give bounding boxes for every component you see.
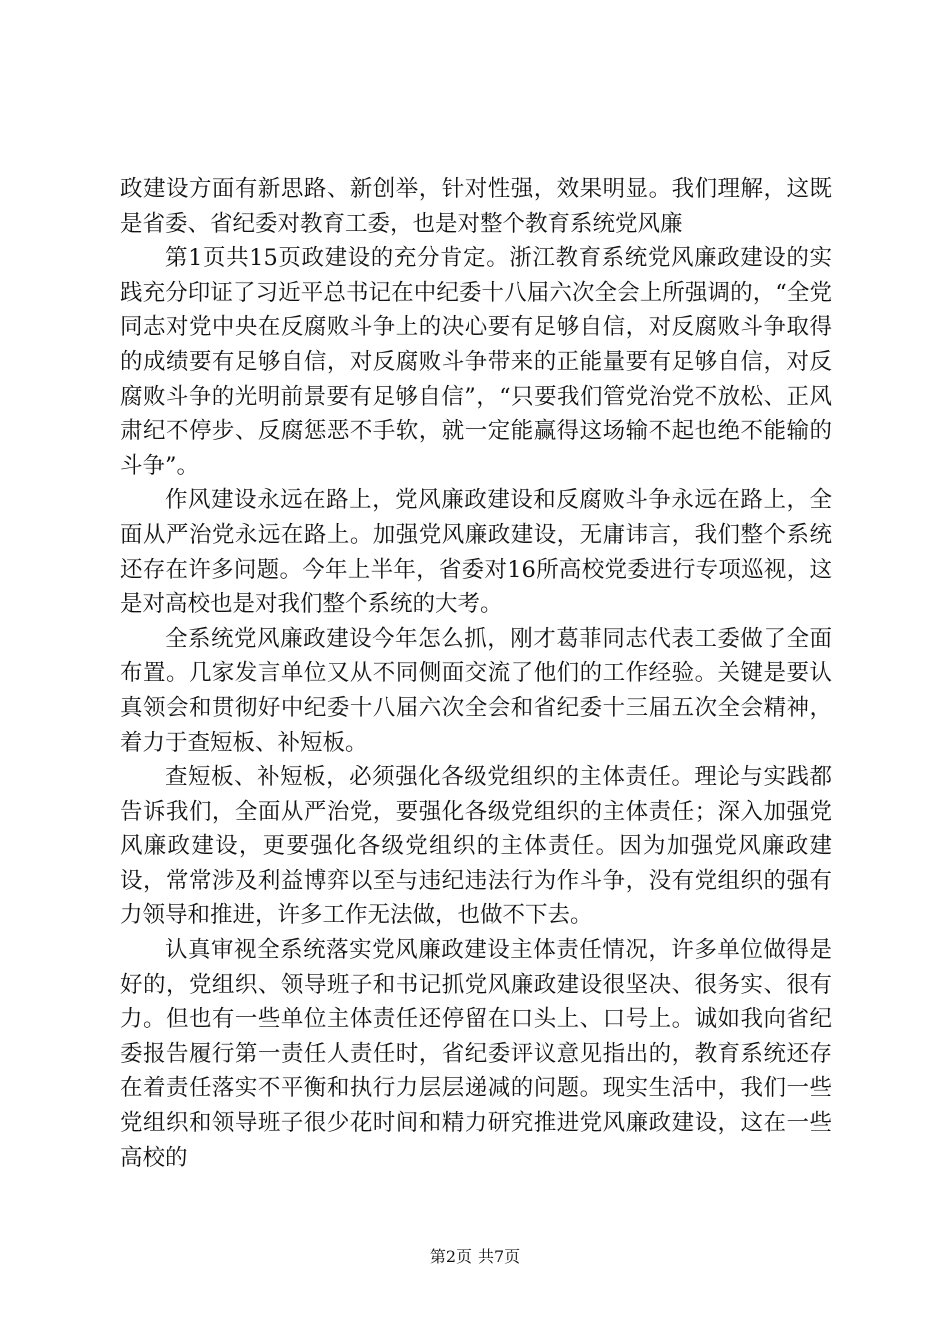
page-footer — [0, 1247, 950, 1267]
page-total: 共7页 — [478, 1247, 521, 1266]
paragraph-5: 查短板、补短板，必须强化各级党组织的主体责任。理论与实践都告诉我们，全面从严治党，要强化各级党组织的主体责任；深入加强党风廉政建设，更要强化各级党组织的主体责任。因为加强党风廉政建设，常常涉及利益博弈以至与违纪违法行为作斗争，没有党组织的强有力领导和推进，许多工作无法做，也做不下去。 — [120, 764, 832, 929]
paragraph-1: 政建设方面有新思路、新创举，针对性强，效果明显。我们理解，这既是省委、省纪委对教育工委，也是对整个教育系统党风廉 — [120, 176, 832, 237]
body-text — [120, 172, 832, 1175]
paragraph-3: 作风建设永远在路上，党风廉政建设和反腐败斗争永远在路上，全面从严治党永远在路上。加强党风廉政建设，无庸讳言，我们整个系统还存在许多问题。今年上半年，省委对16所高校党委进行专项巡视，这是对高校也是对我们整个系统的大考。 — [120, 487, 832, 618]
page-number: 第2页 — [429, 1247, 472, 1266]
paragraph-4: 全系统党风廉政建设今年怎么抓，刚才葛菲同志代表工委做了全面布置。几家发言单位又从不同侧面交流了他们的工作经验。关键是要认真领会和贯彻好中纪委十八届六次全会和省纪委十三届五次全会精神，着力于查短板、补短板。 — [120, 625, 832, 756]
paragraph-2: 第1页共15页政建设的充分肯定。浙江教育系统党风廉政建设的实践充分印证了习近平总书记在中纪委十八届六次全会上所强调的，“全党同志对党中央在反腐败斗争上的决心要有足够自信，对反腐败斗争取得的成绩要有足够自信，对反腐败斗争带来的正能量要有足够自信，对反腐败斗争的光明前景要有足够自信”，“只要我们管党治党不放松、正风肃纪不停步、反腐惩恶不手软，就一定能赢得这场输不起也绝不能输的斗争”。 — [120, 245, 832, 479]
paragraph-6: 认真审视全系统落实党风廉政建设主体责任情况，许多单位做得是好的，党组织、领导班子和书记抓党风廉政建设很坚决、很务实、很有力。但也有一些单位主体责任还停留在口头上、口号上。诚如我向省纪委报告履行第一责任人责任时，省纪委评议意见指出的，教育系统还存在着责任落实不平衡和执行力层层递减的问题。现实生活中，我们一些党组织和领导班子很少花时间和精力研究推进党风廉政建设，这在一些高校的 — [120, 937, 832, 1171]
